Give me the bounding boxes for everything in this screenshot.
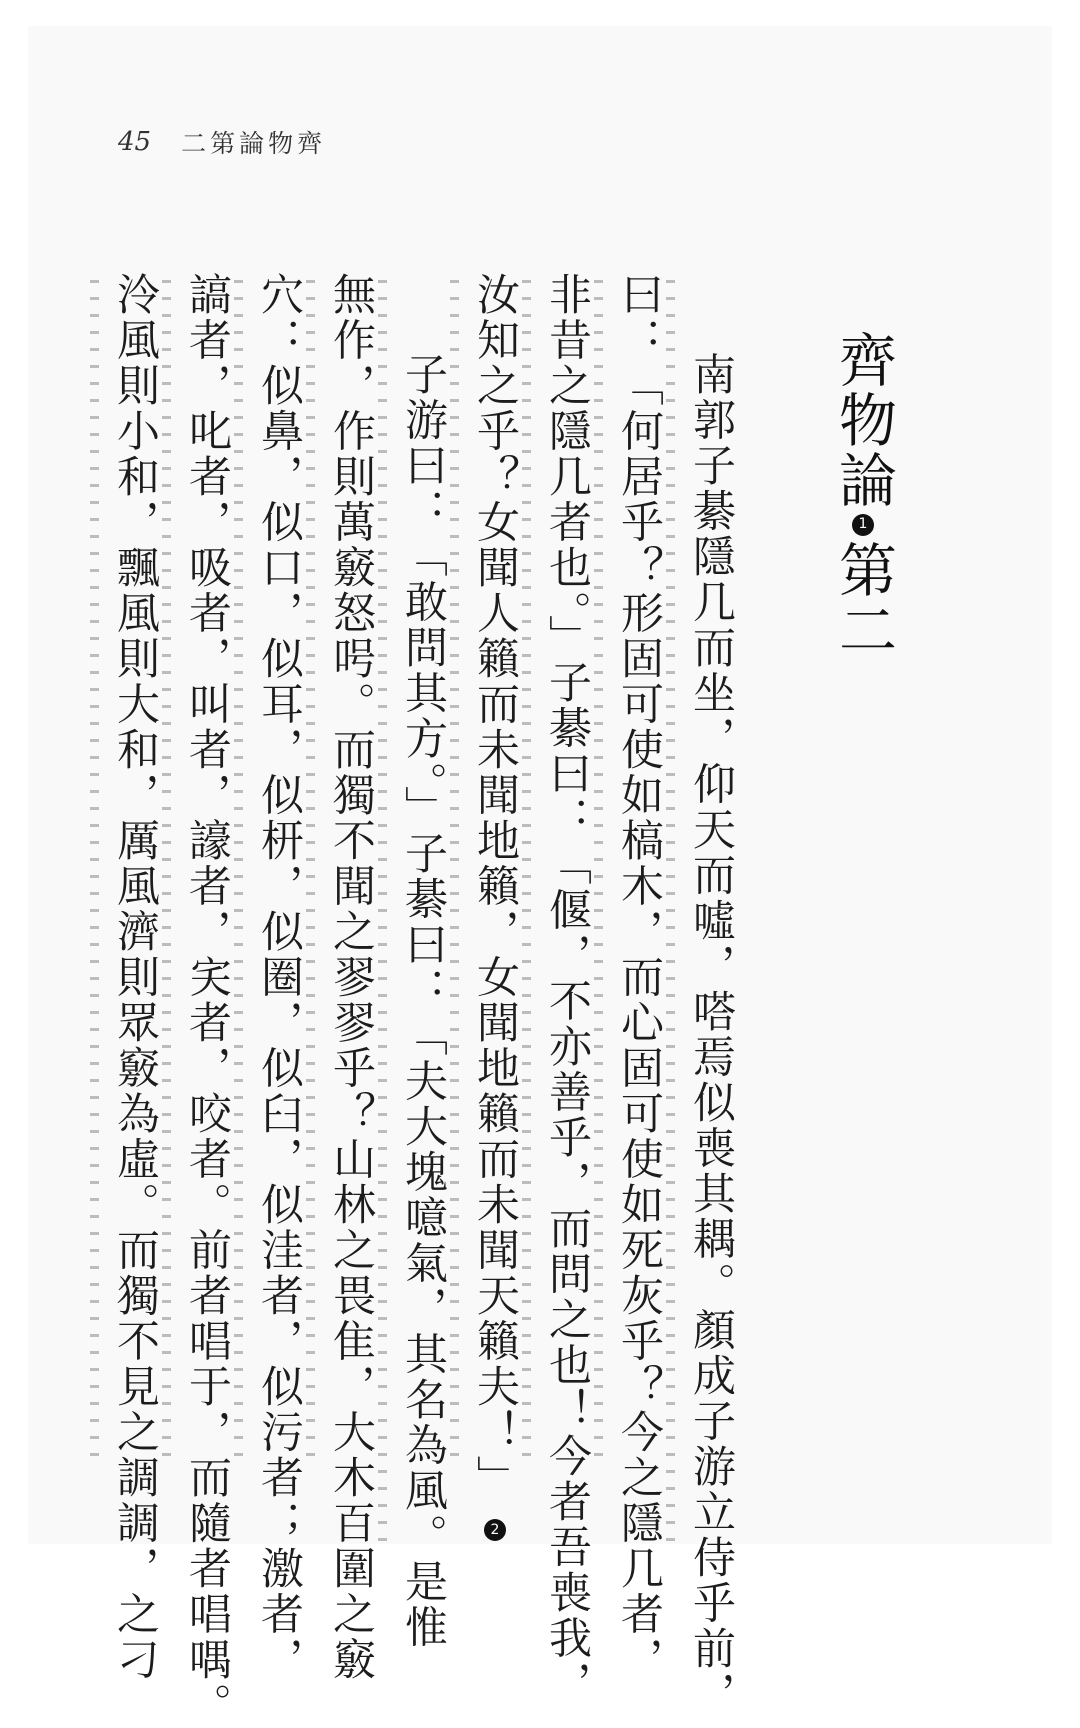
column-text: 無作，作則萬竅怒呺。而獨不聞之翏翏乎？山林之畏隹，大木百圍之竅 — [326, 272, 376, 1683]
text-column-9 — [92, 272, 164, 1683]
column-text: 泠風則小和，飄風則大和，厲風濟則眾竅為虛。而獨不見之調調，之刁 — [110, 272, 160, 1683]
text-column-7 — [236, 272, 308, 1683]
running-head — [118, 122, 326, 162]
column-text: 穴：似鼻，似口，似耳，似枅，似圈，似臼，似洼者，似污者；激者， — [254, 272, 304, 1683]
text-column-2 — [596, 272, 668, 1683]
chapter-title — [828, 330, 898, 660]
column-text: 謞者，叱者，吸者，叫者，譹者，宎者，咬者。前者唱于，而隨者唱喁。 — [182, 272, 232, 1728]
column-text: 汝知之乎？女聞人籟而未聞地籟，女聞地籟而未聞天籟夫！」 — [470, 272, 520, 1501]
text-column-5 — [380, 272, 452, 1650]
chapter-number-text: 第二 — [829, 540, 897, 660]
text-column-6 — [308, 272, 380, 1683]
text-column-1 — [668, 272, 740, 1717]
chapter-title-text: 齊物論 — [829, 330, 897, 510]
footnote-marker-2[interactable]: 2 — [484, 1519, 506, 1541]
body-text — [110, 272, 740, 1728]
column-text: 曰：「何居乎？形固可使如槁木，而心固可使如死灰乎？今之隱几者， — [614, 272, 664, 1683]
column-text: 南郭子綦隱几而坐，仰天而噓，嗒焉似喪其耦。顏成子游立侍乎前， — [686, 352, 736, 1717]
page-number: 45 — [118, 127, 152, 157]
text-column-3 — [524, 272, 596, 1707]
text-column-8 — [164, 272, 236, 1728]
footnote-marker-1[interactable]: 1 — [852, 514, 874, 536]
text-column-4 — [452, 272, 524, 1538]
running-title: 二第論物齊 — [181, 129, 327, 158]
column-text: 非昔之隱几者也。」子綦曰：「偃，不亦善乎，而問之也！今者吾喪我， — [542, 272, 592, 1707]
column-text: 子游曰：「敢問其方。」子綦曰：「夫大塊噫氣，其名為風。是惟 — [398, 352, 448, 1650]
